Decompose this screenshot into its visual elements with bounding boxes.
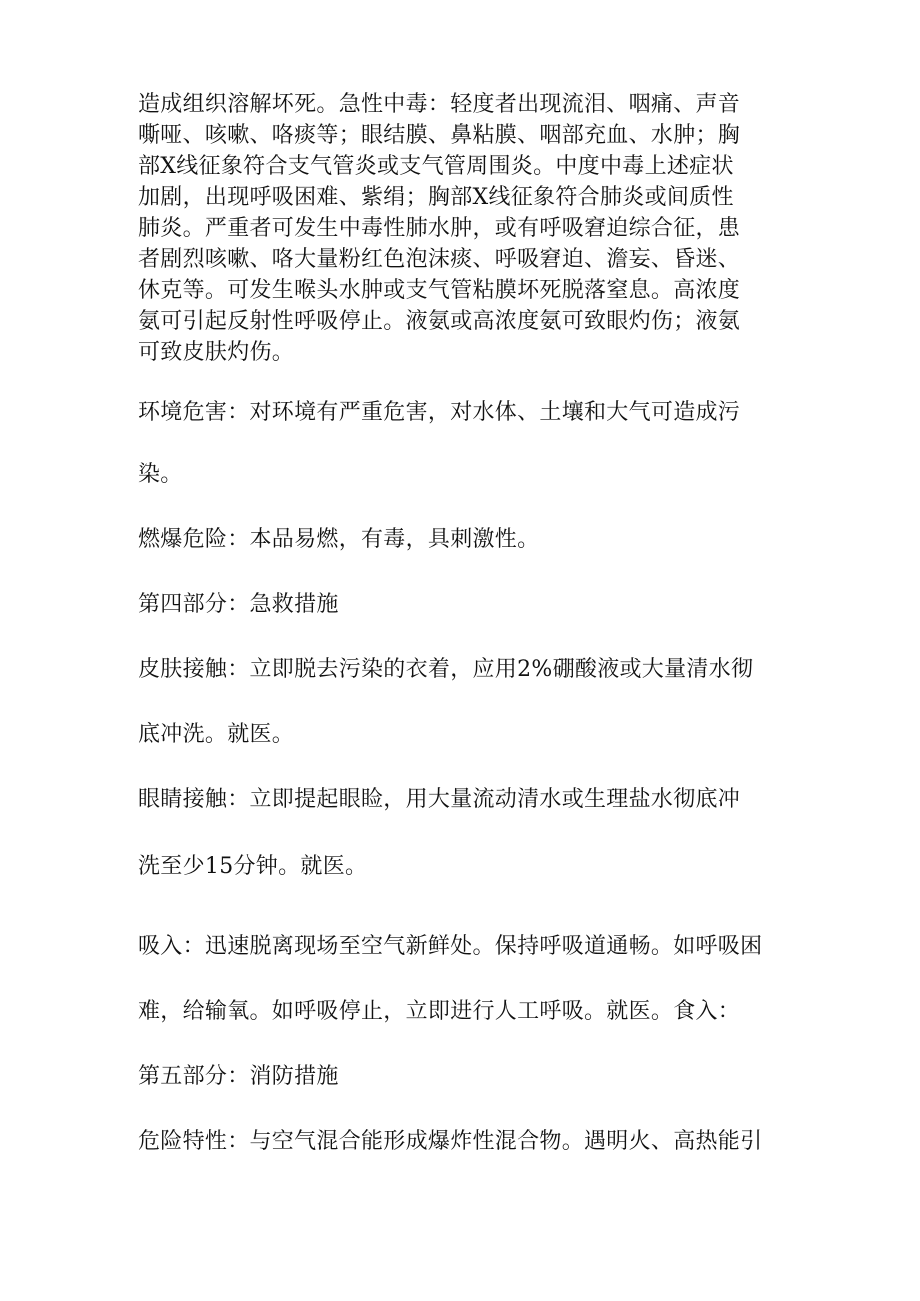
text-line: 燃爆危险：本品易燃，有毒，具刺激性。	[138, 527, 540, 552]
text-line: 可致皮肤灼伤。	[138, 340, 295, 365]
text-line: 染。	[138, 462, 183, 487]
text-line: 嘶哑、咳嗽、咯痰等；眼结膜、鼻粘膜、咽部充血、水肿；胸	[138, 123, 741, 148]
text-line: 吸入：迅速脱离现场至空气新鲜处。保持呼吸道通畅。如呼吸困	[138, 934, 763, 959]
text-line: 皮肤接触：立即脱去污染的衣着，应用2%硼酸液或大量清水彻	[138, 657, 754, 682]
text-line: 造成组织溶解坏死。急性中毒：轻度者出现流泪、咽痛、声音	[138, 92, 741, 117]
text-line: 难，给输氧。如呼吸停止，立即进行人工呼吸。就医。食入：	[138, 999, 741, 1024]
text-line: 加剧，出现呼吸困难、紫绢；胸部X线征象符合肺炎或间质性	[138, 185, 734, 210]
text-line: 氨可引起反射性呼吸停止。液氨或高浓度氨可致眼灼伤；液氨	[138, 309, 741, 334]
text-line: 洗至少15分钟。就医。	[138, 854, 368, 879]
text-line: 部X线征象符合支气管炎或支气管周围炎。中度中毒上述症状	[138, 154, 734, 179]
section-heading: 第五部分：消防措施	[138, 1064, 339, 1089]
text-line: 底冲洗。就医。	[138, 722, 295, 747]
section-heading: 第四部分：急救措施	[138, 592, 339, 617]
text-line: 眼睛接触：立即提起眼睑，用大量流动清水或生理盐水彻底冲	[138, 787, 741, 812]
text-line: 休克等。可发生喉头水肿或支气管粘膜坏死脱落窒息。高浓度	[138, 278, 741, 303]
text-line: 肺炎。严重者可发生中毒性肺水肿，或有呼吸窘迫综合征，患	[138, 216, 741, 241]
text-line: 环境危害：对环境有严重危害，对水体、土壤和大气可造成污	[138, 400, 741, 425]
text-line: 者剧烈咳嗽、咯大量粉红色泡沫痰、呼吸窘迫、澹妄、昏迷、	[138, 247, 741, 272]
text-line: 危险特性：与空气混合能形成爆炸性混合物。遇明火、高热能引	[138, 1129, 763, 1154]
